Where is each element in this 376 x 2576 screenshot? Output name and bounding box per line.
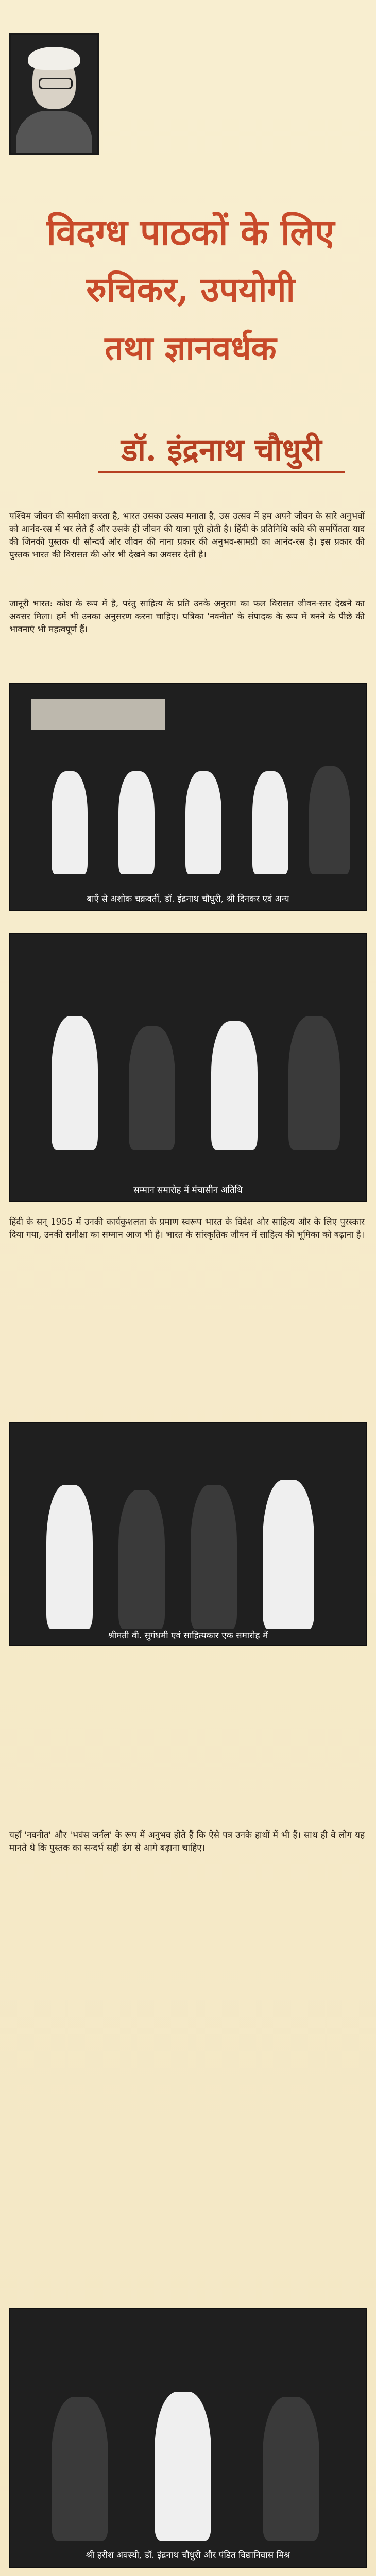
portrait-coat [16, 111, 92, 155]
person-figure [46, 1485, 93, 1629]
photo-caption: श्री हरीश अवस्थी, डॉ. इंद्रनाथ चौधुरी और पंडित विद्यानिवास मिश्र [86, 2550, 290, 2561]
paragraph-1: पश्चिम जीवन की समीक्षा करता है, भारत उसका उत्सव मनाता है, उस उत्सव में हम अपने जीवन के सारे अनुभवों को आनंद-रस में भर लेते हैं और उसके ही जीवन की यात्रा पूरी होती है। हिंदी के प्रतिनिधि कवि की समर्पितता याद की जिनकी पुस्तक थी सौन्दर्य और जीवन की नाना प्रकार की अनुभव-सामग्री का आनंद-रस है। इस प्रकार की पुस्तक भारत की विरासत की ओर भी देखने का अवसर देती है। [9, 511, 365, 560]
person-figure [191, 1485, 237, 1629]
person-figure [263, 1480, 314, 1629]
person-figure [252, 771, 288, 874]
portrait-hair [28, 47, 80, 70]
heading-line-3: तथा ज्ञानवर्धक [105, 329, 277, 368]
heading-line-1: विदग्ध पाठकों के लिए [46, 211, 335, 253]
paragraph-4: यहाँ 'नवनीत' और 'भवंस जर्नल' के रूप में अनुभव होते हैं कि ऐसे पत्र उनके हाथों में भी हैं। साथ ही वे लोग यह मानते थे कि पुस्तक का सन्दर्भ सही ढंग से आगे बढ़ाना चाहिए। [9, 1830, 365, 1853]
photo-1 [9, 683, 367, 911]
person-figure [309, 766, 350, 874]
photo-caption: बाएँ से अशोक चक्रवर्ती, डॉ. इंद्रनाथ चौधुरी, श्री दिनकर एवं अन्य [87, 894, 289, 904]
person-figure [155, 2392, 211, 2541]
photo-4 [9, 2308, 367, 2568]
photo-2 [9, 933, 367, 1202]
photo-3 [9, 1422, 367, 1646]
paragraph-3: हिंदी के सन् 1955 में उनकी कार्यकुशलता के प्रमाण स्वरूप भारत के विदेश और साहित्य और के लिए पुरस्कार दिया गया, उनकी समीक्षा का सम्मान आज भी है। भारत के सांस्कृतिक जीवन में साहित्य की भूमिका को बढ़ाना है। [9, 1217, 365, 1240]
person-figure [52, 1016, 98, 1150]
photo-caption: श्रीमती वी. सुगंधमी एवं साहित्यकार एक समारोह में [108, 1631, 268, 1641]
person-figure [118, 771, 155, 874]
person-figure [129, 1026, 175, 1150]
person-figure [52, 771, 88, 874]
photo-caption: सम्मान समारोह में मंचासीन अतिथि [133, 1185, 243, 1195]
person-figure [52, 2397, 108, 2541]
author-name: डॉ. इंद्रनाथ चौधुरी [98, 428, 345, 473]
photo-banner [31, 699, 165, 730]
person-figure [118, 1490, 165, 1629]
author-portrait [9, 33, 99, 155]
person-figure [288, 1016, 340, 1150]
portrait-glasses [39, 78, 73, 89]
person-figure [263, 2397, 319, 2541]
heading-line-2: रुचिकर, उपयोगी [86, 269, 295, 310]
paragraph-2: जानूरी भारत: कोश के रूप में है, परंतु साहित्य के प्रति उनके अनुराग का फल विरासत जीवन-स्तर देखने का अवसर मिला। हमें भी उनका अनुसरण करना चाहिए। पत्रिका 'नवनीत' के संपादक के रूप में बनने के पीछे की भावनाएं भी महत्वपूर्ण हैं। [9, 599, 365, 635]
person-figure [211, 1021, 258, 1150]
person-figure [185, 771, 221, 874]
